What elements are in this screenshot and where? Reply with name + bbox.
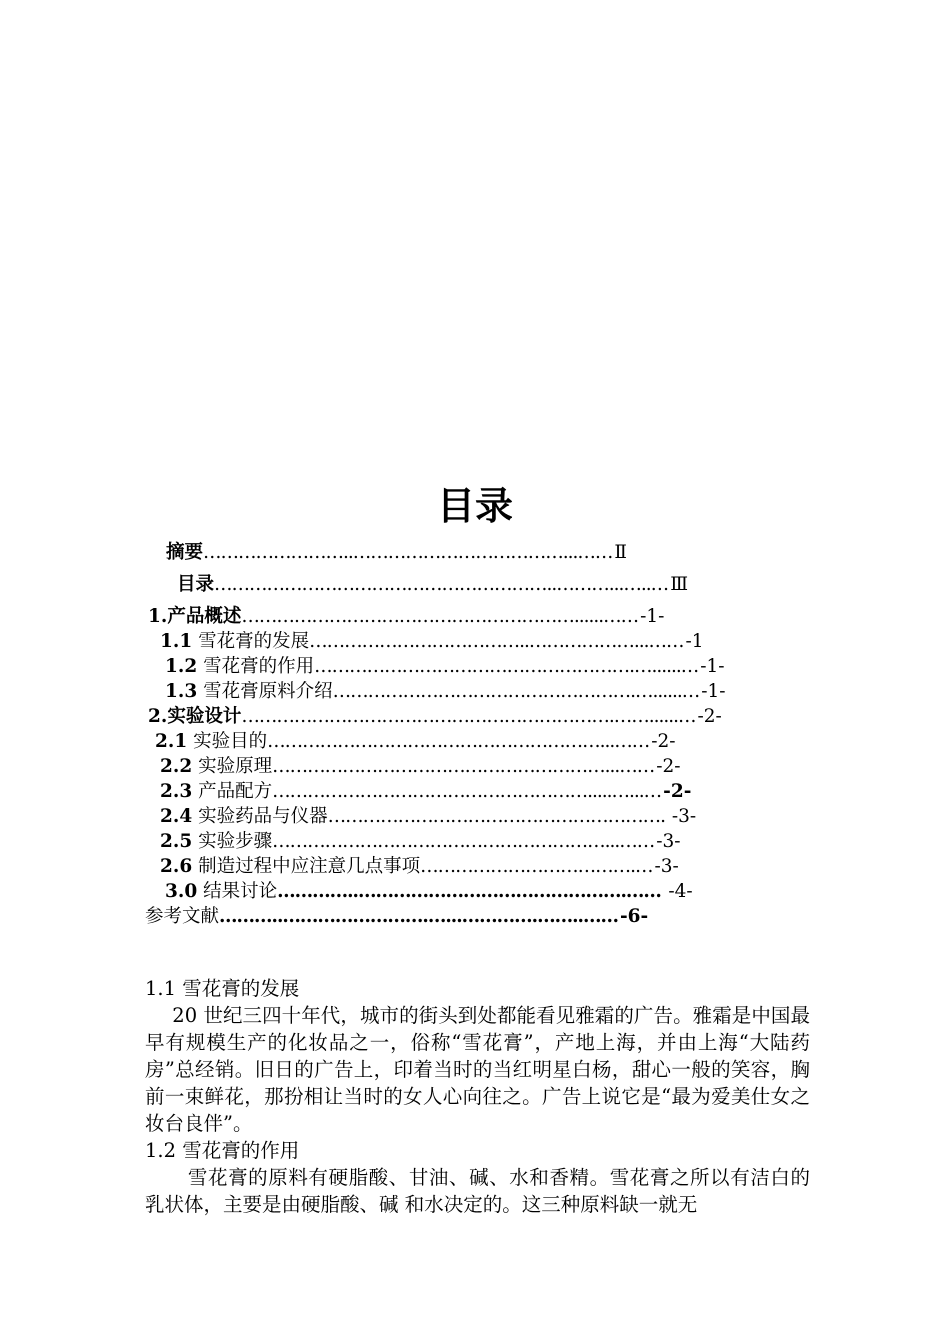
toc-page: Ⅲ [670, 574, 689, 595]
toc-entry-contents[interactable] [177, 572, 807, 597]
toc-entry-3-0[interactable] [165, 879, 805, 904]
toc-leader: …………..……………………………………….…… [277, 881, 667, 902]
toc-title: 目录 [436, 483, 513, 528]
toc-entry-1-2[interactable] [165, 654, 805, 679]
toc-entry-references[interactable] [145, 904, 815, 929]
toc-leader: …………………………………………………...…… [272, 756, 655, 777]
toc-page: -6- [619, 906, 649, 927]
body-text [145, 975, 810, 1218]
toc-entry-num: 2.5 [160, 831, 193, 852]
toc-entry-text: 实验原理 [198, 756, 273, 777]
section-heading-1-1: 1.1 雪花膏的发展 [145, 977, 300, 1000]
toc-entry-text: 实验设计 [167, 706, 242, 727]
toc-entry-text: 实验目的 [193, 731, 268, 752]
toc-entry-text: 雪花膏的作用 [203, 656, 315, 677]
toc-entry-text: 参考文献 [145, 906, 220, 927]
toc-page: -4- [668, 881, 693, 902]
toc-entry-2-5[interactable] [160, 829, 800, 854]
toc-page: Ⅱ [614, 542, 627, 563]
toc-leader: ……………………………………………….....…...… [272, 781, 662, 802]
toc-entry-text: 产品配方 [198, 781, 273, 802]
toc-leader: …………………………………………………..………...…..… [214, 574, 669, 595]
toc-entry-num: 2.2 [160, 756, 193, 777]
toc-leader: …………………………………………………...…… [272, 831, 655, 852]
toc-entry-2-6[interactable] [160, 854, 800, 879]
toc-page: -3- [656, 831, 681, 852]
toc-leader: ……………………………….… [420, 856, 653, 877]
toc-entry-num: 2.4 [160, 806, 193, 827]
toc-entry-1-3[interactable] [165, 679, 805, 704]
toc-leader: ………………………………..………………...…… [309, 631, 684, 652]
toc-entry-1-1[interactable] [160, 629, 800, 654]
toc-page: -1- [640, 606, 665, 627]
toc-entry-num: 1.2 [165, 656, 198, 677]
section-heading-1-2: 1.2 雪花膏的作用 [145, 1139, 300, 1162]
toc-page: -2- [663, 781, 692, 802]
toc-page: -2- [697, 706, 722, 727]
toc-entry-num: 2. [148, 706, 168, 727]
toc-leader: ……………………………………………………….……......… [241, 706, 696, 727]
toc-leader: ………..…………………….…...………….……..…… [219, 906, 618, 927]
toc-entry-text: 制造过程中应注意几点事项 [198, 856, 421, 877]
toc-leader: ……………………………………………….…......… [314, 656, 699, 677]
toc-entry-num: 1. [148, 606, 168, 627]
toc-page: -2- [651, 731, 676, 752]
toc-entry-num: 3.0 [165, 881, 198, 902]
toc-leader: …………………………………………………...…… [267, 731, 650, 752]
toc-entry-text: 实验步骤 [198, 831, 273, 852]
toc-entry-2[interactable] [148, 704, 808, 729]
toc-leader: …………………………………………………. [327, 806, 670, 827]
toc-entry-num: 2.6 [160, 856, 193, 877]
toc-page: -1- [700, 656, 725, 677]
toc-entry-text: 结果讨论 [203, 881, 278, 902]
toc-entry-2-3[interactable] [160, 779, 800, 804]
toc-page: -1 [685, 631, 704, 652]
toc-entry-num: 2.3 [160, 781, 193, 802]
toc-page: -3- [654, 856, 679, 877]
toc-leader: …………………………………………….…......… [332, 681, 700, 702]
toc-entry-text: 摘要 [166, 542, 204, 563]
toc-entry-text: 产品概述 [167, 606, 242, 627]
section-paragraph-1-2: 雪花膏的原料有硬脂酸、甘油、碱、水和香精。雪花膏之所以有洁白的乳状体，主要是由硬脂酸、碱 和水决定的。这三种原料缺一就无 [145, 1166, 810, 1216]
toc-entry-text: 雪花膏的发展 [198, 631, 310, 652]
toc-entry-2-2[interactable] [160, 754, 800, 779]
section-paragraph-1-1: 20 世纪三四十年代，城市的街头到处都能看见雅霜的广告。雅霜是中国最早有规模生产的化妆品之一，俗称“雪花膏”，产地上海，并由上海“大陆药房”总经销。旧日的广告上，印着当时的当红明星白杨，甜心一般的笑容，胸前一束鲜花，那扮相让当时的女人心向往之。广告上说它是“最为爱美仕女之妆台良伴”。 [145, 1004, 810, 1135]
toc-page: -2- [656, 756, 681, 777]
toc-entry-1[interactable] [148, 604, 808, 629]
toc-page: -1- [701, 681, 726, 702]
toc-entry-text: 雪花膏原料介绍 [203, 681, 333, 702]
toc-entry-2-1[interactable] [155, 729, 795, 754]
toc-entry-text: 目录 [177, 574, 215, 595]
toc-entry-num: 2.1 [155, 731, 188, 752]
toc-leader: ……………………..………………………………...…… [203, 542, 613, 563]
toc-entry-abstract[interactable] [166, 540, 786, 565]
toc-entry-num: 1.1 [160, 631, 193, 652]
toc-page: -3- [671, 806, 697, 827]
toc-entry-text: 实验药品与仪器 [198, 806, 328, 827]
toc-entry-num: 1.3 [165, 681, 198, 702]
toc-entry-2-4[interactable] [160, 804, 800, 829]
toc-leader: …………………………………………………......…… [241, 606, 639, 627]
